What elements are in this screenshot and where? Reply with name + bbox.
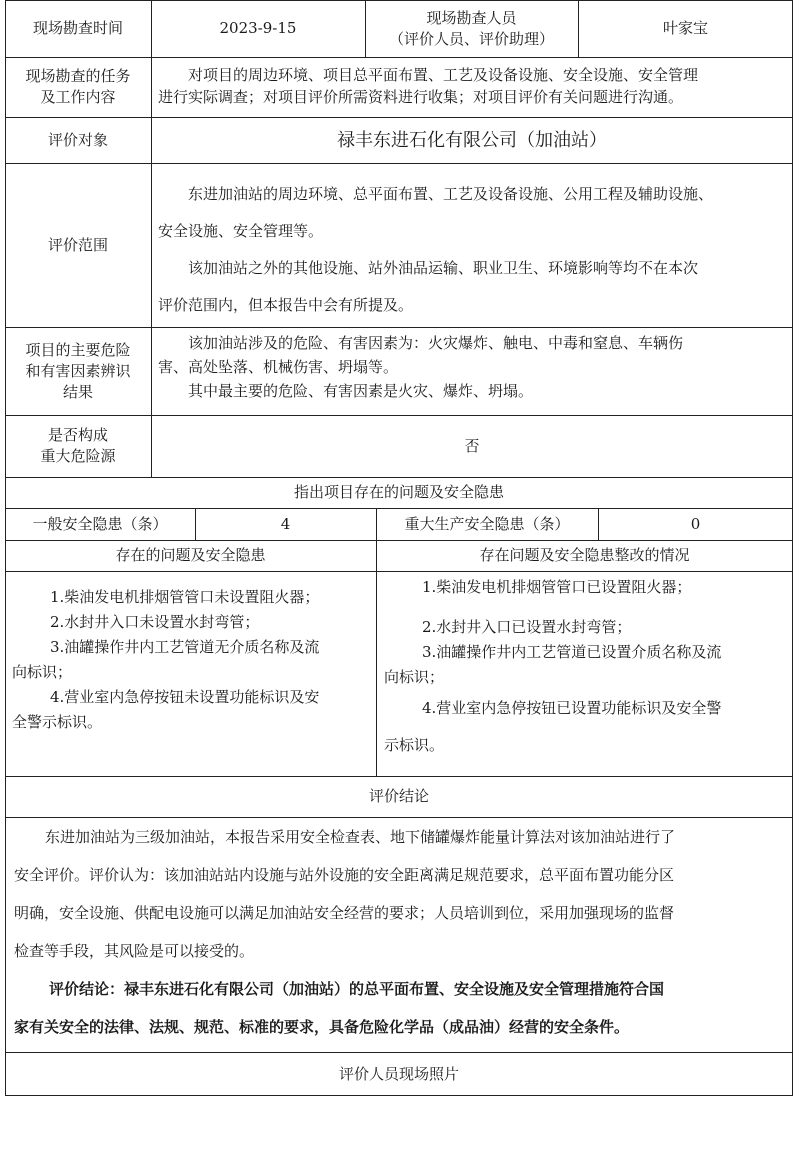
evaluation-object-value: 禄丰东进石化有限公司（加油站） xyxy=(337,129,607,151)
evaluation-scope-content: 东进加油站的周边环境、总平面布置、工艺及设备设施、公用工程及辅助设施、 安全设施、安全管理等。 该加油站之外的其他设施、站外油品运输、职业卫生、环境影响等均不在本次 评价范围内，但本报告中会有所提及。 xyxy=(158,185,714,314)
major-hazard-value: 否 xyxy=(464,436,480,455)
hazard-content: 该加油站涉及的危险、有害因素为：火灾爆炸、触电、中毒和窒息、车辆伤 害、高处坠落、机械伤害、坍塌等。 其中最主要的危险、有害因素是火灾、爆炸、坍塌。 xyxy=(158,334,684,400)
inspection-staff-value: 叶家宝 xyxy=(662,19,708,37)
issues-left-list: 1.柴油发电机排烟管管口未设置阻火器； 2.水封井入口未设置水封弯管； 3.油罐操作井内工艺管道无介质名称及流 向标识； 4.营业室内急停按钮未设置功能标识及安 全警示标识。 xyxy=(12,588,320,731)
major-hazard-count-label: 重大生产安全隐患（条） xyxy=(404,514,570,533)
inspection-time-value: 2023-9-15 xyxy=(219,19,297,37)
inspection-time-label: 现场勘查时间 xyxy=(32,19,123,37)
issues-right-header: 存在问题及安全隐患整改的情况 xyxy=(479,546,690,564)
inspection-staff-label: 现场勘查人员 （评价人员、评价助理） xyxy=(388,8,554,48)
issues-title: 指出项目存在的问题及安全隐患 xyxy=(293,483,504,501)
major-hazard-count: 0 xyxy=(690,514,701,533)
issues-right-list: 1.柴油发电机排烟管管口已设置阻火器； 2.水封井入口已设置水封弯管； 3.油罐操作井内工艺管道已设置介质名称及流 向标识； 4.营业室内急停按钮已设置功能标识及安全警 示标识。 xyxy=(384,578,722,754)
conclusion-content: 东进加油站为三级加油站，本报告采用安全检查表、地下储罐爆炸能量计算法对该加油站进行了 安全评价。评价认为：该加油站站内设施与站外设施的安全距离满足规范要求，总平面布置功能分区 明确，安全设施、供配电设施可以满足加油站安全经营的要求；人员培训到位，采用加强现场的监督 检查等手段，其风险是可以接受的。 评价结论：禄丰东进石化有限公司（加油站）的总平面布置、安全设施及安全管理措施符合国 家有关安全的法律、法规、规范、标准的要求，具备危险化学品（成品油）经营的安全条件。 xyxy=(14,828,676,1036)
rule xyxy=(5,571,793,572)
evaluation-object-label: 评价对象 xyxy=(47,130,108,149)
general-hazard-count: 4 xyxy=(280,514,291,533)
hazard-label: 项目的主要危险 和有害因素辨识 结果 xyxy=(25,340,131,401)
task-content: 对项目的周边环境、项目总平面布置、工艺及设备设施、安全设施、安全管理 进行实际调查；对项目评价所需资料进行收集；对项目评价有关问题进行沟通。 xyxy=(158,66,699,106)
major-hazard-label: 是否构成 重大危险源 xyxy=(40,426,116,465)
task-label: 现场勘查的任务 及工作内容 xyxy=(25,67,131,106)
issues-left-header: 存在的问题及安全隐患 xyxy=(115,546,266,564)
rule xyxy=(151,0,152,477)
conclusion-title: 评价结论 xyxy=(368,787,429,805)
evaluation-scope-label: 评价范围 xyxy=(47,235,108,254)
general-hazard-label: 一般安全隐患（条） xyxy=(32,514,168,533)
photos-title: 评价人员现场照片 xyxy=(338,1064,459,1083)
